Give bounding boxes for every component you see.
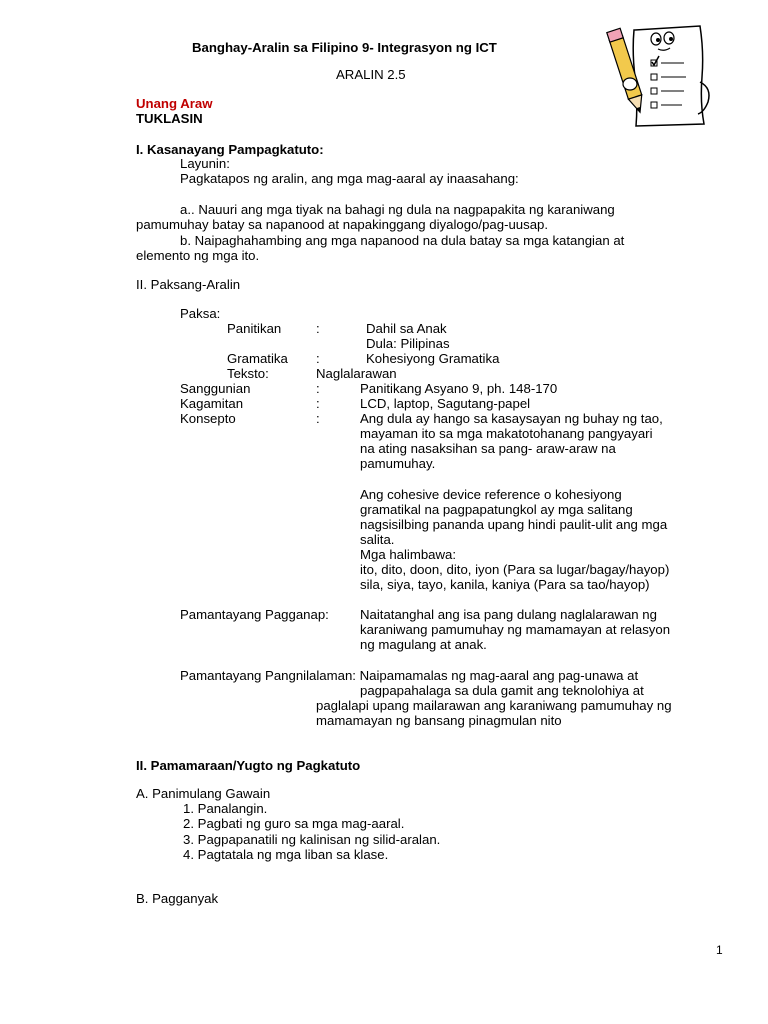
list-item: 4. Pagtatala ng mga liban sa klase. <box>183 847 389 862</box>
konsepto-colon: : <box>316 411 320 426</box>
cohesive-line: nagsisilbing pananda upang hindi paulit-ulit ang mga <box>360 517 668 532</box>
pagganap-line: ng magulang at anak. <box>360 637 487 652</box>
pagganap-line: karaniwang pamumuhay ng mamamayan at relasyon <box>360 622 671 637</box>
cohesive-line: Mga halimbawa: <box>360 547 457 562</box>
konsepto-line: Ang dula ay hango sa kasaysayan ng buhay ng tao, <box>360 411 663 426</box>
checklist-pencil-icon <box>604 22 716 128</box>
pagganap-line: Naitatanghal ang isa pang dulang naglalarawan ng <box>360 607 657 622</box>
teksto-value: Naglalarawan <box>316 366 397 381</box>
section-1-heading: I. Kasanayang Pampagkatuto: <box>136 142 324 157</box>
gramatika-colon: : <box>316 351 320 366</box>
pangnilalaman-line: pagpapahalaga sa dula gamit ang teknolohiya at <box>360 683 644 698</box>
section-2-heading: II. Paksang-Aralin <box>136 277 241 292</box>
kagamitan-colon: : <box>316 396 320 411</box>
panitikan-value: Dahil sa Anak <box>366 321 447 336</box>
list-item: 3. Pagpapanatili ng kalinisan ng silid-aralan. <box>183 832 441 847</box>
cohesive-line: salita. <box>360 532 395 547</box>
konsepto-label: Konsepto <box>180 411 236 426</box>
pagganyak-heading: B. Pagganyak <box>136 891 219 906</box>
objective-b-line1: b. Naipaghahambing ang mga napanood na dula batay sa mga katangian at <box>180 233 625 248</box>
pangnilalaman-line: Pamantayang Pangnilalaman: Naipamamalas ng mag-aaral ang pag-unawa at <box>180 668 639 683</box>
list-item: 2. Pagbati ng guro sa mga mag-aaral. <box>183 816 405 831</box>
panitikan-label: Panitikan <box>227 321 282 336</box>
cohesive-line: gramatikal na pagpapatungkol ay mga salitang <box>360 502 633 517</box>
gramatika-label: Gramatika <box>227 351 288 366</box>
sanggunian-value: Panitikang Asyano 9, ph. 148-170 <box>360 381 558 396</box>
konsepto-line: pamumuhay. <box>360 456 436 471</box>
konsepto-line: na ating nasaksihan sa pang- araw-araw na <box>360 441 616 456</box>
dula-value: Dula: Pilipinas <box>366 336 450 351</box>
sanggunian-colon: : <box>316 381 320 396</box>
document-title: Banghay-Aralin sa Filipino 9- Integrasyon ng ICT <box>192 40 497 55</box>
teksto-label: Teksto: <box>227 366 269 381</box>
layunin-intro: Pagkatapos ng aralin, ang mga mag-aaral ay inaasahang: <box>180 171 519 186</box>
kagamitan-label: Kagamitan <box>180 396 244 411</box>
layunin-label: Layunin: <box>180 156 230 171</box>
objective-b-line2: elemento ng mga ito. <box>136 248 260 263</box>
gramatika-value: Kohesiyong Gramatika <box>366 351 500 366</box>
panitikan-colon: : <box>316 321 320 336</box>
pagganap-label: Pamantayang Pagganap: <box>180 607 329 622</box>
kagamitan-value: LCD, laptop, Sagutang-papel <box>360 396 531 411</box>
phase-label: TUKLASIN <box>136 111 203 126</box>
sanggunian-label: Sanggunian <box>180 381 251 396</box>
pangnilalaman-line: mamamayan ng bansang pinagmulan nito <box>316 713 562 728</box>
cohesive-line: ito, dito, doon, dito, iyon (Para sa lugar/bagay/hayop) <box>360 562 670 577</box>
konsepto-line: mayaman ito sa mga makatotohanang pangyayari <box>360 426 653 441</box>
cohesive-line: Ang cohesive device reference o kohesiyong <box>360 487 622 502</box>
day-label: Unang Araw <box>136 96 213 111</box>
list-item: 1. Panalangin. <box>183 801 268 816</box>
objective-a-line1: a.. Nauuri ang mga tiyak na bahagi ng dula na nagpapakita ng karaniwang <box>180 202 615 217</box>
section-3-heading: II. Pamamaraan/Yugto ng Pagkatuto <box>136 758 361 773</box>
pangnilalaman-line: paglalapi upang mailarawan ang karaniwang pamumuhay ng <box>316 698 672 713</box>
paksa-label: Paksa: <box>180 306 221 321</box>
cohesive-line: sila, siya, tayo, kanila, kaniya (Para sa tao/hayop) <box>360 577 650 592</box>
objective-a-line2: pamumuhay batay sa napanood at napakinggang diyalogo/pag-uusap. <box>136 217 549 232</box>
page-number: 1 <box>716 943 723 957</box>
panimulang-gawain-heading: A. Panimulang Gawain <box>136 786 271 801</box>
lesson-number: ARALIN 2.5 <box>336 67 406 82</box>
